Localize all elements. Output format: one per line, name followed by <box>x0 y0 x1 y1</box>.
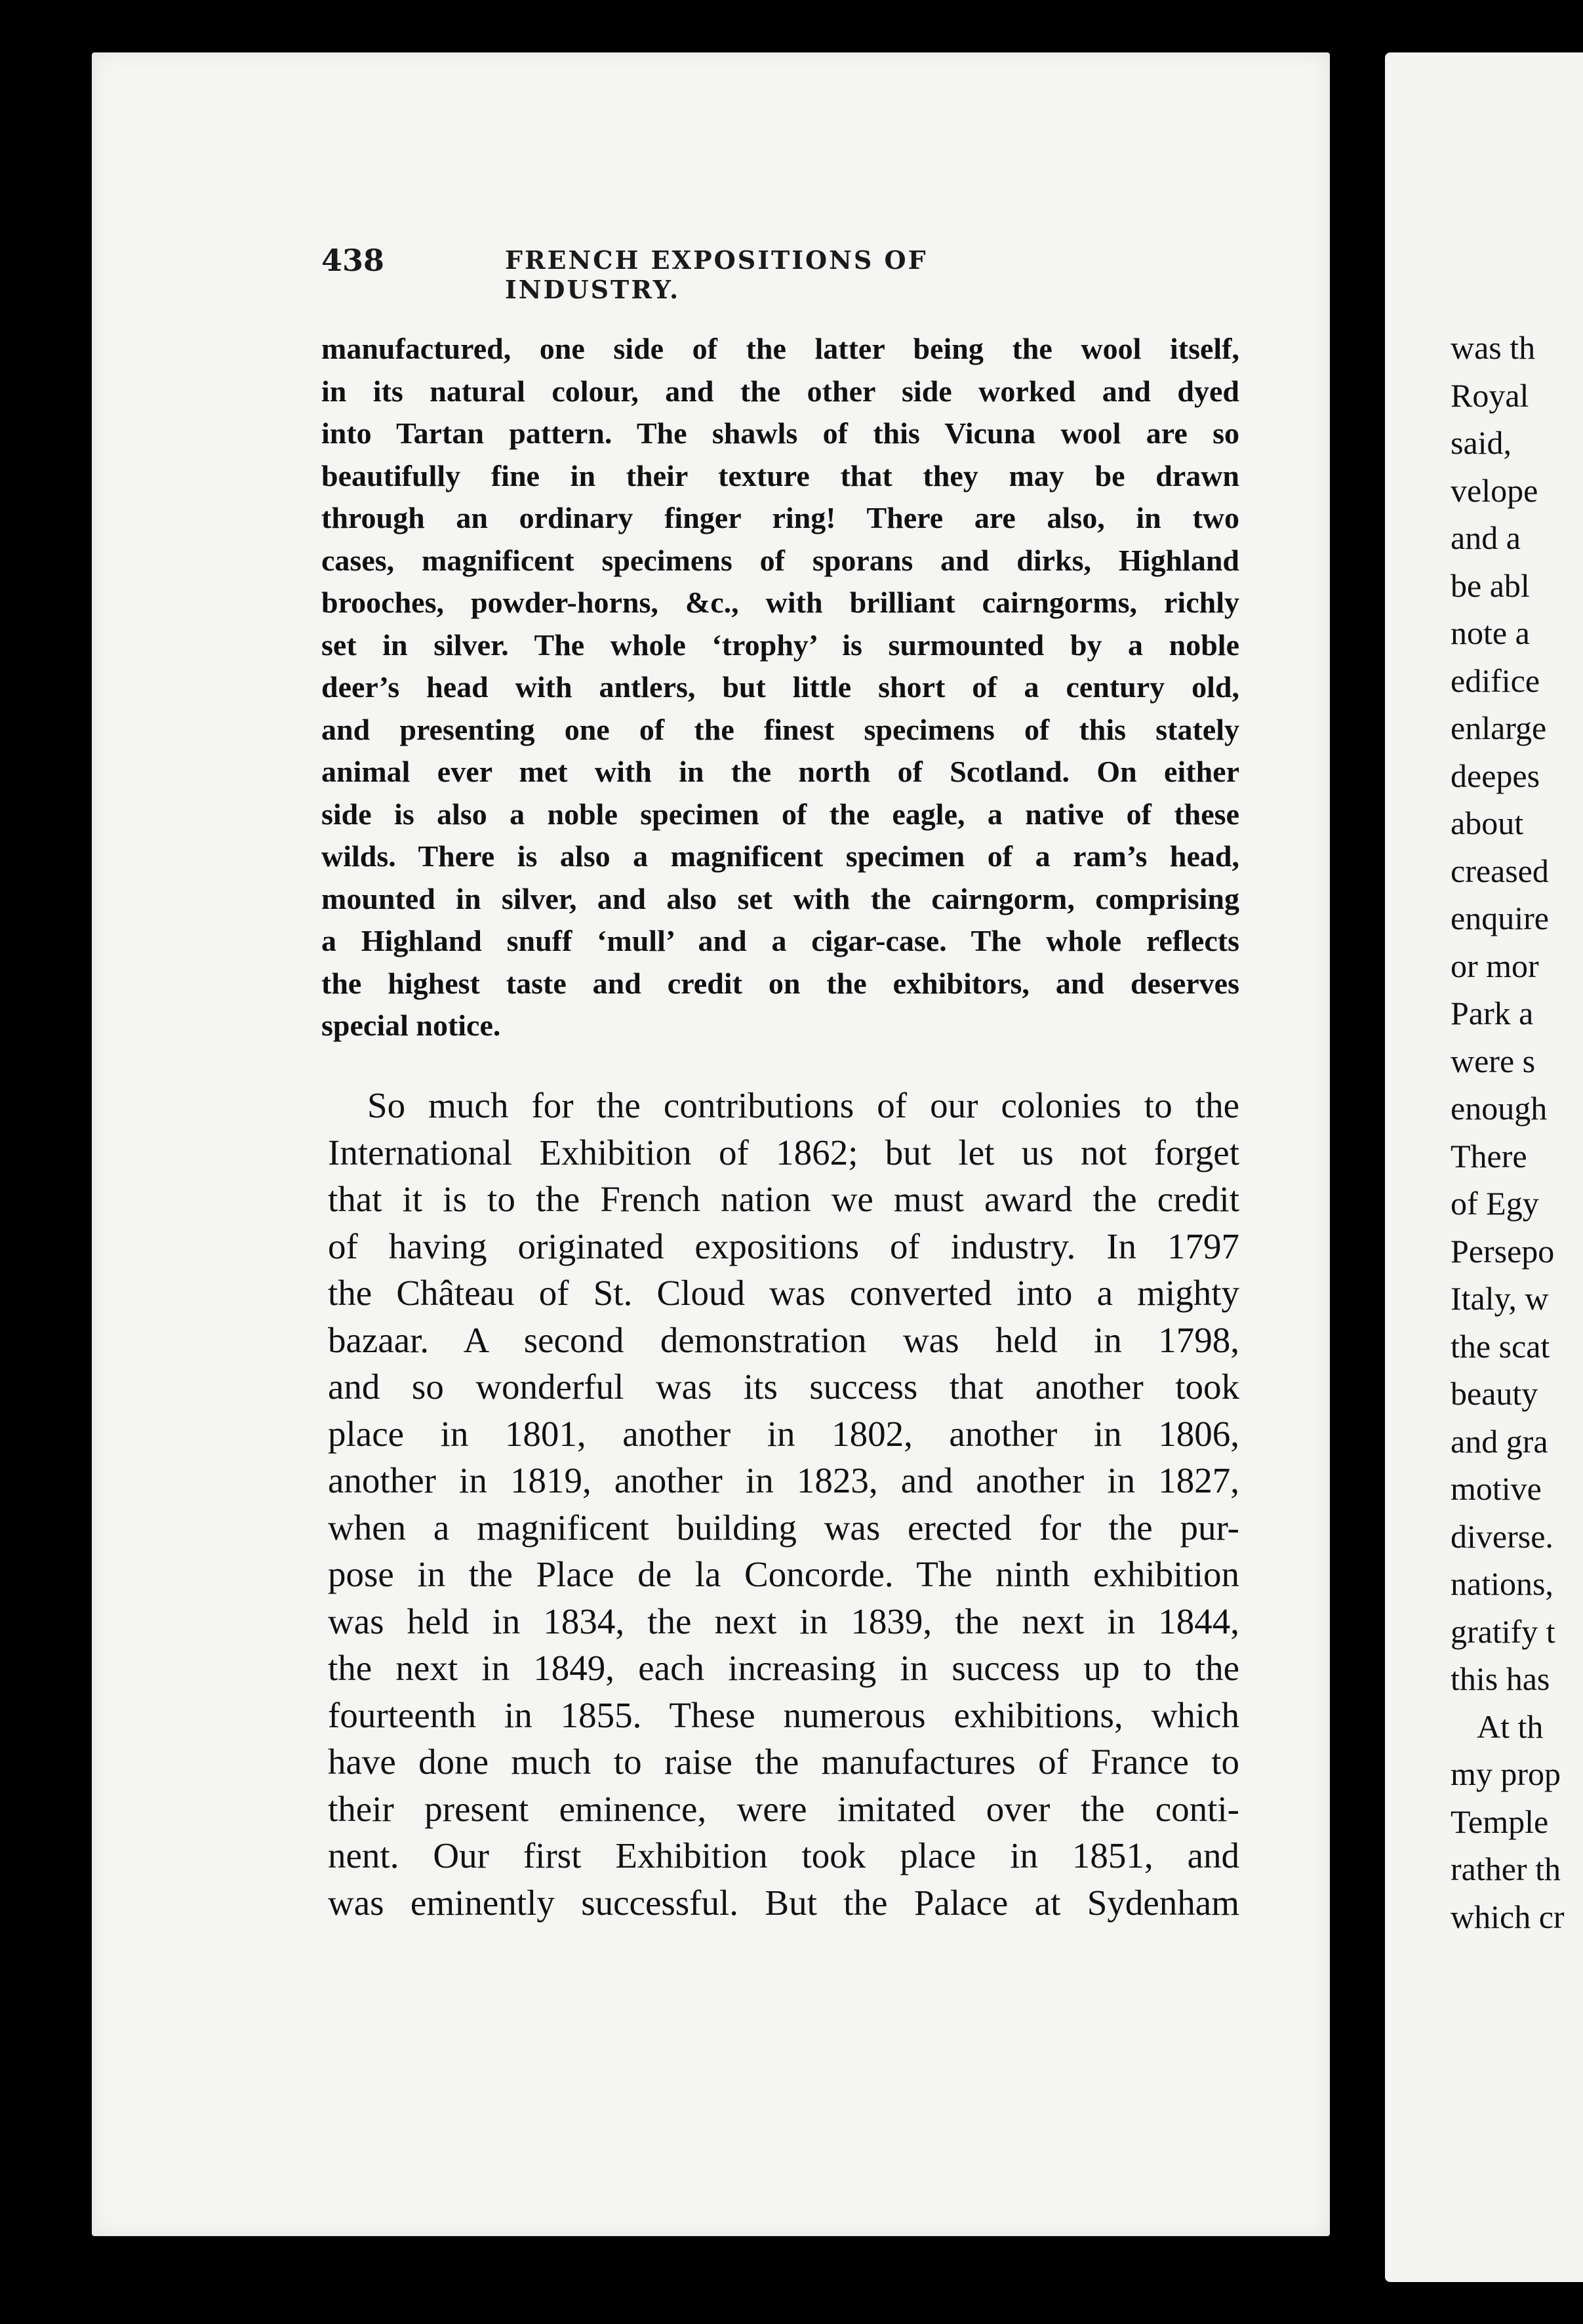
right-page-line: be abl <box>1451 567 1530 604</box>
right-page-line: nations, <box>1451 1565 1553 1602</box>
right-page-line: creased <box>1451 852 1549 889</box>
text-line: So much for the contributions of our colonies to the <box>367 1085 1239 1125</box>
text-line: bazaar. A second demonstration was held in 1798, <box>328 1319 1239 1360</box>
text-line: the next in 1849, each increasing in success up to the <box>328 1648 1239 1688</box>
text-line: through an ordinary finger ring! There are also, in two <box>321 501 1239 534</box>
right-page-line: and gra <box>1451 1422 1548 1460</box>
right-page-fragment <box>1385 52 1583 2282</box>
text-line: beautifully fine in their texture that they may be drawn <box>321 458 1239 492</box>
right-page-line: beauty <box>1451 1375 1538 1412</box>
running-head <box>230 243 1082 302</box>
right-page-line: note a <box>1451 614 1530 651</box>
text-line: wilds. There is also a magnificent specimen of a ram’s head, <box>321 839 1239 873</box>
right-page-line: and a <box>1451 519 1521 556</box>
right-page-line: velope <box>1451 471 1538 509</box>
right-page-line: enough <box>1451 1090 1548 1127</box>
right-page-line: enquire <box>1451 900 1549 936</box>
text-line: animal ever met with in the north of Scotland. On either <box>321 755 1239 788</box>
right-page-line: Italy, w <box>1451 1280 1549 1317</box>
text-line: when a magnificent building was erected for the pur- <box>328 1507 1239 1548</box>
right-page-line: this has <box>1451 1660 1550 1697</box>
text-line: have done much to raise the manufactures of France to <box>328 1742 1239 1782</box>
text-line: and presenting one of the finest specimens of this stately <box>321 712 1239 746</box>
right-page-line: which cr <box>1451 1898 1565 1935</box>
quoted-paragraph <box>321 328 1239 1047</box>
text-line: mounted in silver, and also set with the cairngorm, comprising <box>321 881 1239 915</box>
text-line: was eminently successful. But the Palace at Sydenham <box>328 1882 1239 1923</box>
text-line: of having originated expositions of industry. In 1797 <box>328 1226 1239 1266</box>
text-line: brooches, powder-horns, &c., with brilliant cairngorms, richly <box>321 586 1239 619</box>
right-page-line: edifice <box>1451 662 1540 699</box>
text-line: special notice. <box>321 1009 501 1042</box>
right-page-line: At th <box>1477 1708 1544 1745</box>
text-line: deer’s head with antlers, but little short of a century old, <box>321 670 1239 704</box>
right-page-line: were s <box>1451 1042 1536 1079</box>
right-page-line: about <box>1451 805 1524 841</box>
running-head-title: FRENCH EXPOSITIONS OF INDUSTRY. <box>505 245 928 304</box>
text-line: side is also a noble specimen of the eagle, a native of these <box>321 797 1239 831</box>
text-line: place in 1801, another in 1802, another in 1806, <box>328 1413 1239 1454</box>
right-page-line: of Egy <box>1451 1185 1539 1222</box>
text-line: the Château of St. Cloud was converted into a mighty <box>328 1273 1239 1313</box>
text-line: International Exhibition of 1862; but let us not forget <box>328 1132 1239 1172</box>
right-page-line: Park a <box>1451 995 1534 1032</box>
text-line: into Tartan pattern. The shawls of this Vicuna wool are so <box>321 416 1239 450</box>
right-page-line: the scat <box>1451 1327 1550 1365</box>
text-line: that it is to the French nation we must award the credit <box>328 1179 1239 1219</box>
right-page-line: rather th <box>1451 1851 1561 1887</box>
right-page-line: diverse. <box>1451 1517 1553 1555</box>
right-page-line: enlarge <box>1451 710 1547 746</box>
text-line: a Highland snuff ‘mull’ and a cigar-case. The whole reflects <box>321 924 1239 957</box>
text-line: another in 1819, another in 1823, and another in 1827, <box>328 1460 1239 1500</box>
page-number: 438 <box>321 243 385 278</box>
body-paragraph <box>328 1082 1239 1926</box>
right-page-line: Temple <box>1451 1803 1549 1840</box>
text-line: set in silver. The whole ‘trophy’ is surmounted by a noble <box>321 628 1239 662</box>
right-page-line: There <box>1451 1137 1527 1174</box>
right-page-line: Royal <box>1451 376 1529 414</box>
right-page-line: said, <box>1451 424 1512 461</box>
text-line: fourteenth in 1855. These numerous exhibitions, which <box>328 1694 1239 1735</box>
right-page-line: Persepo <box>1451 1232 1555 1270</box>
text-line: was held in 1834, the next in 1839, the next in 1844, <box>328 1601 1239 1641</box>
right-page-line: motive <box>1451 1470 1542 1507</box>
text-line: pose in the Place de la Concorde. The ninth exhibition <box>328 1554 1239 1594</box>
text-line: and so wonderful was its success that another took <box>328 1367 1239 1407</box>
text-line: the highest taste and credit on the exhibitors, and deserves <box>321 966 1239 1000</box>
right-page-line: deepes <box>1451 757 1540 794</box>
right-page-line: gratify t <box>1451 1613 1555 1650</box>
right-page-line: my prop <box>1451 1755 1561 1792</box>
text-line: cases, magnificent specimens of sporans and dirks, Highland <box>321 543 1239 577</box>
text-line: their present eminence, were imitated over the conti- <box>328 1788 1239 1829</box>
right-page-line: was th <box>1451 329 1536 366</box>
text-line: nent. Our first Exhibition took place in 1851, and <box>328 1835 1239 1875</box>
right-page-line: or mor <box>1451 947 1539 984</box>
text-line: manufactured, one side of the latter being the wool itself, <box>321 332 1239 365</box>
text-line: in its natural colour, and the other side worked and dyed <box>321 374 1239 408</box>
